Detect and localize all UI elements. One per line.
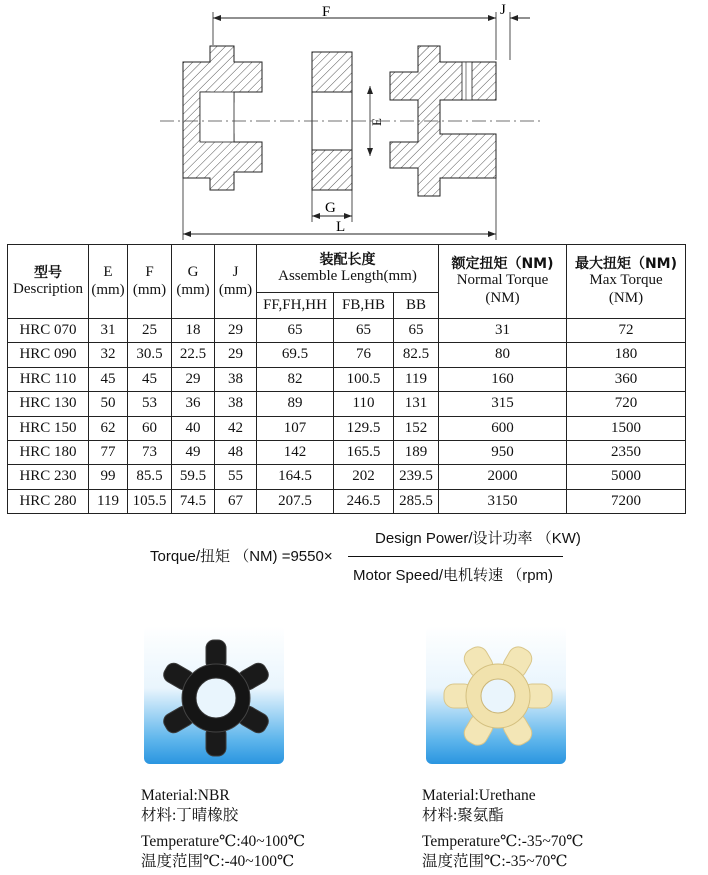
value-cell: 60 bbox=[128, 416, 172, 440]
urethane-spider-photo bbox=[426, 626, 566, 764]
value-cell: 65 bbox=[334, 319, 394, 343]
value-cell: 950 bbox=[439, 440, 567, 464]
formula-denominator: Motor Speed/电机转速 （rpm) bbox=[353, 567, 554, 584]
table-row bbox=[8, 416, 686, 440]
value-cell: 107 bbox=[257, 416, 334, 440]
value-cell: 65 bbox=[257, 319, 334, 343]
specification-table bbox=[7, 244, 686, 514]
material-en: Material:NBR bbox=[141, 787, 230, 804]
table-row bbox=[8, 440, 686, 464]
dim-label-L: L bbox=[336, 219, 346, 235]
formula-lhs: Torque/扭矩 （NM) =9550× bbox=[150, 548, 333, 565]
value-cell: 69.5 bbox=[257, 343, 334, 367]
value-cell: 119 bbox=[89, 489, 128, 513]
value-cell: 165.5 bbox=[334, 440, 394, 464]
value-cell: 22.5 bbox=[172, 343, 215, 367]
model-cell: HRC 070 bbox=[8, 319, 89, 343]
value-cell: 2350 bbox=[567, 440, 686, 464]
material-cn: 材料:聚氨酯 bbox=[422, 807, 504, 824]
model-cell: HRC 130 bbox=[8, 392, 89, 416]
formula-numerator: Design Power/设计功率 （KW) bbox=[375, 530, 581, 547]
value-cell: 164.5 bbox=[257, 465, 334, 489]
value-cell: 59.5 bbox=[172, 465, 215, 489]
table-row bbox=[8, 489, 686, 513]
table-row bbox=[8, 343, 686, 367]
value-cell: 42 bbox=[215, 416, 257, 440]
value-cell: 29 bbox=[172, 367, 215, 391]
value-cell: 45 bbox=[89, 367, 128, 391]
value-cell: 29 bbox=[215, 343, 257, 367]
value-cell: 1500 bbox=[567, 416, 686, 440]
value-cell: 31 bbox=[439, 319, 567, 343]
value-cell: 285.5 bbox=[394, 489, 439, 513]
temperature-cn: 温度范围℃:-40~100℃ bbox=[141, 853, 295, 870]
value-cell: 246.5 bbox=[334, 489, 394, 513]
subheader-ff-fh-hh: FF,FH,HH bbox=[257, 293, 334, 319]
value-cell: 119 bbox=[394, 367, 439, 391]
nbr-material-info bbox=[141, 786, 238, 826]
value-cell: 600 bbox=[439, 416, 567, 440]
col-header-E: E (mm) bbox=[89, 245, 128, 319]
model-cell: HRC 150 bbox=[8, 416, 89, 440]
col-header-model: 型号 Description bbox=[8, 245, 89, 319]
value-cell: 38 bbox=[215, 392, 257, 416]
coupling-technical-drawing bbox=[0, 0, 708, 244]
table-row bbox=[8, 392, 686, 416]
value-cell: 40 bbox=[172, 416, 215, 440]
value-cell: 80 bbox=[439, 343, 567, 367]
col-header-normal-torque: 额定扭矩（NM) Normal Torque (NM) bbox=[439, 245, 567, 319]
value-cell: 36 bbox=[172, 392, 215, 416]
value-cell: 67 bbox=[215, 489, 257, 513]
dim-label-F: F bbox=[322, 4, 331, 20]
value-cell: 239.5 bbox=[394, 465, 439, 489]
value-cell: 202 bbox=[334, 465, 394, 489]
left-hub-section bbox=[183, 46, 262, 190]
value-cell: 152 bbox=[394, 416, 439, 440]
value-cell: 73 bbox=[128, 440, 172, 464]
value-cell: 77 bbox=[89, 440, 128, 464]
value-cell: 76 bbox=[334, 343, 394, 367]
black-spider-insert-icon bbox=[144, 626, 284, 764]
table-row bbox=[8, 319, 686, 343]
value-cell: 50 bbox=[89, 392, 128, 416]
model-cell: HRC 110 bbox=[8, 367, 89, 391]
value-cell: 110 bbox=[334, 392, 394, 416]
model-cell: HRC 090 bbox=[8, 343, 89, 367]
value-cell: 65 bbox=[394, 319, 439, 343]
value-cell: 142 bbox=[257, 440, 334, 464]
value-cell: 2000 bbox=[439, 465, 567, 489]
value-cell: 360 bbox=[567, 367, 686, 391]
nbr-spider-photo bbox=[144, 626, 284, 764]
temperature-cn: 温度范围℃:-35~70℃ bbox=[422, 853, 568, 870]
subheader-fb-hb: FB,HB bbox=[334, 293, 394, 319]
dim-label-E: E bbox=[369, 118, 384, 126]
value-cell: 82 bbox=[257, 367, 334, 391]
value-cell: 29 bbox=[215, 319, 257, 343]
value-cell: 105.5 bbox=[128, 489, 172, 513]
value-cell: 207.5 bbox=[257, 489, 334, 513]
material-cn: 材料:丁晴橡胶 bbox=[141, 807, 239, 824]
value-cell: 85.5 bbox=[128, 465, 172, 489]
value-cell: 31 bbox=[89, 319, 128, 343]
value-cell: 315 bbox=[439, 392, 567, 416]
model-cell: HRC 180 bbox=[8, 440, 89, 464]
col-header-J: J (mm) bbox=[215, 245, 257, 319]
value-cell: 82.5 bbox=[394, 343, 439, 367]
temperature-en: Temperature℃:40~100℃ bbox=[141, 833, 306, 850]
value-cell: 38 bbox=[215, 367, 257, 391]
temperature-en: Temperature℃:-35~70℃ bbox=[422, 833, 584, 850]
value-cell: 180 bbox=[567, 343, 686, 367]
model-cell: HRC 230 bbox=[8, 465, 89, 489]
col-header-F: F (mm) bbox=[128, 245, 172, 319]
value-cell: 49 bbox=[172, 440, 215, 464]
value-cell: 48 bbox=[215, 440, 257, 464]
col-header-G: G (mm) bbox=[172, 245, 215, 319]
value-cell: 74.5 bbox=[172, 489, 215, 513]
value-cell: 3150 bbox=[439, 489, 567, 513]
col-header-max-torque: 最大扭矩（NM) Max Torque (NM) bbox=[567, 245, 686, 319]
subheader-bb: BB bbox=[394, 293, 439, 319]
value-cell: 100.5 bbox=[334, 367, 394, 391]
value-cell: 18 bbox=[172, 319, 215, 343]
value-cell: 45 bbox=[128, 367, 172, 391]
value-cell: 5000 bbox=[567, 465, 686, 489]
value-cell: 32 bbox=[89, 343, 128, 367]
value-cell: 129.5 bbox=[334, 416, 394, 440]
value-cell: 62 bbox=[89, 416, 128, 440]
formula-fraction-bar bbox=[348, 556, 563, 557]
value-cell: 160 bbox=[439, 367, 567, 391]
value-cell: 72 bbox=[567, 319, 686, 343]
col-header-assemble-length: 装配长度 Assemble Length(mm) bbox=[257, 245, 439, 293]
nbr-temperature-info bbox=[141, 832, 305, 872]
dim-label-G: G bbox=[325, 200, 336, 216]
dim-label-J: J bbox=[500, 2, 506, 18]
value-cell: 25 bbox=[128, 319, 172, 343]
table-body bbox=[8, 319, 686, 514]
torque-formula bbox=[150, 527, 580, 585]
cream-spider-insert-icon bbox=[426, 626, 566, 764]
value-cell: 89 bbox=[257, 392, 334, 416]
value-cell: 55 bbox=[215, 465, 257, 489]
table-row bbox=[8, 367, 686, 391]
value-cell: 7200 bbox=[567, 489, 686, 513]
value-cell: 189 bbox=[394, 440, 439, 464]
value-cell: 720 bbox=[567, 392, 686, 416]
value-cell: 53 bbox=[128, 392, 172, 416]
material-en: Material:Urethane bbox=[422, 787, 536, 804]
model-cell: HRC 280 bbox=[8, 489, 89, 513]
urethane-temperature-info bbox=[422, 832, 584, 872]
urethane-material-info bbox=[422, 786, 536, 826]
value-cell: 99 bbox=[89, 465, 128, 489]
value-cell: 131 bbox=[394, 392, 439, 416]
value-cell: 30.5 bbox=[128, 343, 172, 367]
table-row bbox=[8, 465, 686, 489]
